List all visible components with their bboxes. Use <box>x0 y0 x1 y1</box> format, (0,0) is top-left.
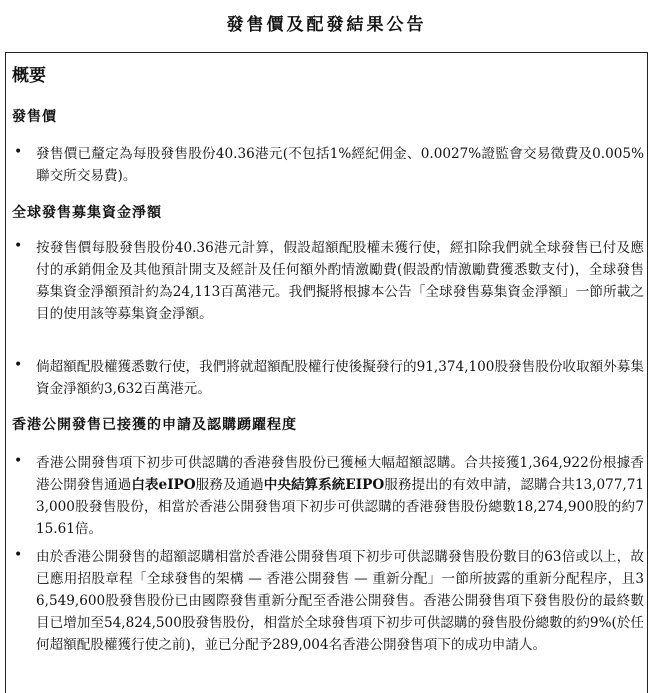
bullet-icon: • <box>14 547 23 563</box>
text-segment: 服務及通過 <box>195 477 264 493</box>
bullet-icon: • <box>14 144 23 160</box>
text-segment: 服務提出的有效申請，認購合共13,077,713,000股發售股份，相當於香港公開發售項下初步可供認購的香港發售股份總數18,274,900股的約715.61倍。 <box>36 477 645 537</box>
section-heading-net-proceeds: 全球發售募集資金淨額 <box>12 205 162 221</box>
section-heading-hk-public-offering: 香港公開發售已接獲的申請及認購踴躍程度 <box>12 417 297 433</box>
ccass-eipo-term: 中央結算系統EIPO <box>263 477 385 493</box>
paragraph-net-proceeds: 按發售價每股發售股份40.36港元計算，假設超額配股權未獲行使，經扣除我們就全球發售已付及應付的承銷佣金及其他預計開支及經計及任何額外酌情激勵費(假設酌情激勵費獲悉數支付)，全球發售募集資金淨額預計約為24,113百萬港元。我們擬將根據本公告「全球發售募集資金淨額」一節所載之目的使用該等募集資金淨額。 <box>36 240 644 322</box>
summary-heading: 概要 <box>12 66 46 86</box>
section-heading-offer-price: 發售價 <box>12 109 57 125</box>
bullet-icon: • <box>14 357 23 373</box>
paragraph-reallocation: 由於香港公開發售的超額認購相當於香港公開發售項下初步可供認購發售股份數目的63倍或以上，故已應用招股章程「全球發售的架構 — 香港公開發售 — 重新分配」一節所披露的重新分配程序，且36,549,600股發售股份已由國際發售重新分配至香港公開發售。香港公開發售項下發售股份的最終數目已增加至54,824,500股發售股份，相當於全球發售項下初步可供認購的發售股份總數的約9%(於任何超額配股權獲行使之前)，並已分配予289,004名香港公開發售項下的成功申請人。 <box>36 549 644 653</box>
paragraph-hk-applications <box>36 452 644 540</box>
page-title: 發售價及配發結果公告 <box>226 15 427 35</box>
paragraph-offer-price: 發售價已釐定為每股發售股份40.36港元(不包括1%經紀佣金、0.0027%證監會交易徵費及0.005%聯交所交易費)。 <box>36 146 644 184</box>
text-segment: 香港公開發售項下初步可供認購的香港發售股份已獲極大幅超額認購。合共接獲1,364,922份根據香港公開發售通過 <box>36 455 644 493</box>
white-form-eipo-term: 白表eIPO <box>131 477 196 493</box>
paragraph-over-allotment: 倘超額配股權獲悉數行使，我們將就超額配股權行使後擬發行的91,374,100股發售股份收取額外募集資金淨額約3,632百萬港元。 <box>36 359 644 397</box>
bullet-icon: • <box>14 238 23 254</box>
bullet-icon: • <box>14 453 23 469</box>
